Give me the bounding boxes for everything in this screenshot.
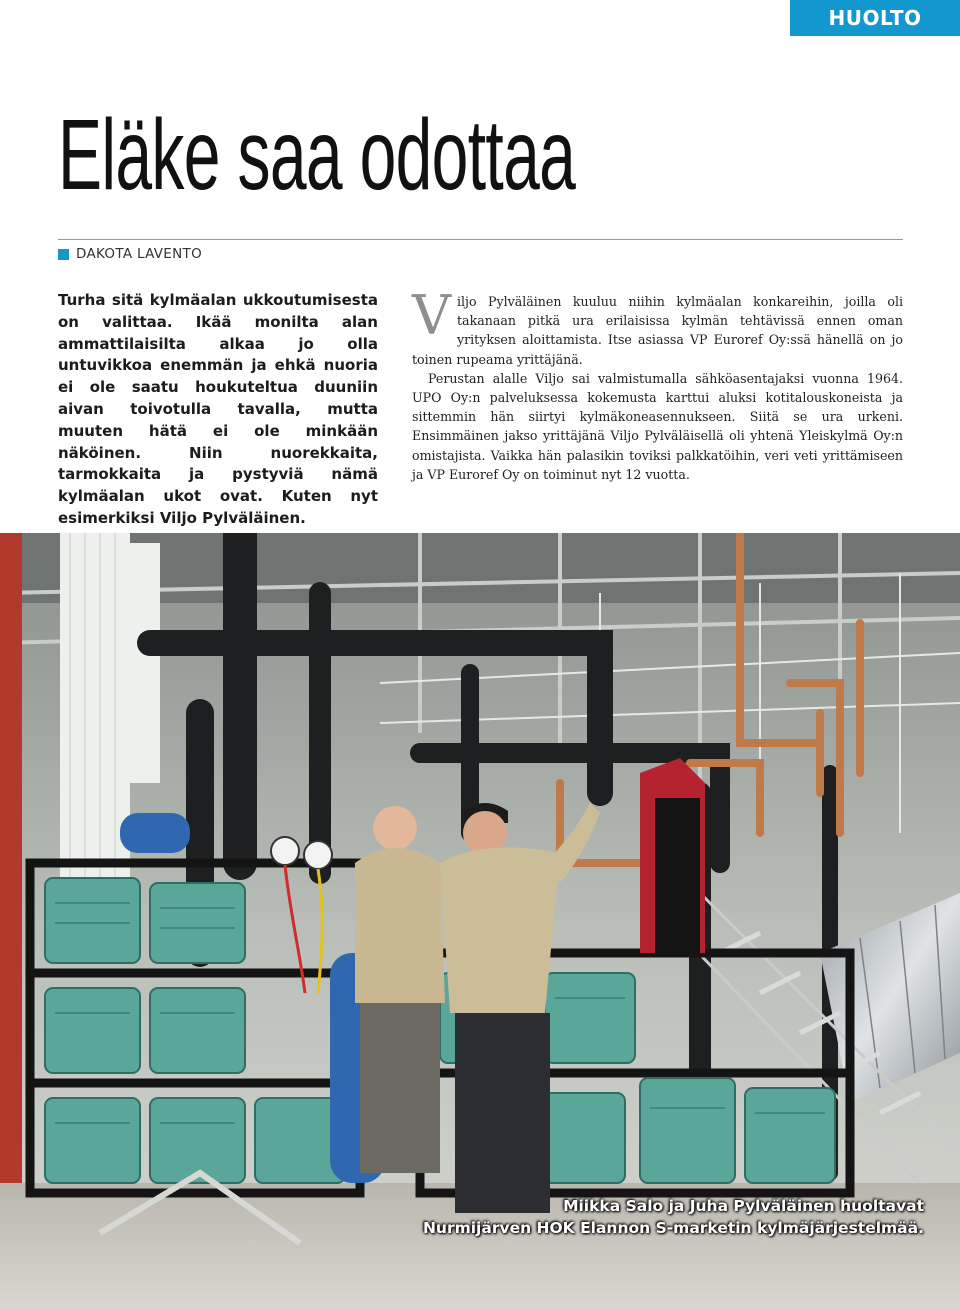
body-paragraph-2: Perustan alalle Viljo sai valmistumalla sähköasentajaksi vuonna 1964. UPO Oy:n palveluksessa kokemusta karttui aluksi kotitalouskoneista ja sittemmin hän siirtyi kylmäkoneasennukseen. Siitä se ura urkeni. Ensimmäinen jakso yrittäjänä Viljo Pylväläisellä oli yhtenä Yleiskylmä Oy:n omistajista. Vaikka hän palasikin toviksi palkkatöihin, veri veti yrittämiseen ja VP Euroref Oy on toiminut nyt 12 vuotta. <box>412 370 903 482</box>
machine-room-illustration <box>0 533 960 1309</box>
body-paragraph-1 <box>412 284 903 369</box>
drop-cap: V <box>412 284 451 347</box>
body-paragraph-1-text: iljo Pylväläinen kuuluu niihin kylmäalan konkareihin, joilla oli takanaan pitkä ura erilaisissa kylmän tehtävissä ennen oman yrityksen aloittamista. Itse asiassa VP Euroref Oy:ssä hänellä on jo toinen rupeama yrittäjänä. <box>412 294 903 367</box>
caption-line-2: Nurmijärven HOK Elannon S-marketin kylmäjärjestelmää. <box>422 1219 924 1237</box>
photo-caption <box>423 1195 924 1239</box>
title-divider <box>58 239 903 240</box>
article-title: Eläke saa odottaa <box>58 99 576 211</box>
section-tab-huolto: HUOLTO <box>790 0 960 36</box>
body-column <box>412 284 903 484</box>
author-name: DAKOTA LAVENTO <box>76 246 202 262</box>
article-photo <box>0 533 960 1309</box>
author-byline <box>58 246 202 262</box>
lead-paragraph: Turha sitä kylmäalan ukkoutumisesta on valittaa. Ikää monilta alan ammattilaisilta alkaa jo olla untuvikkoa enemmän ja ehkä nuoria ei ole saatu houkuteltua duuniin aivan toivotulla tavalla, mutta muuten hätä ei ole minkään näköinen. Niin nuorekkaita, tarmokkaita ja pystyviä nämä kylmäalan ukot ovat. Kuten nyt esimerkiksi Viljo Pylväläinen. <box>58 291 378 527</box>
byline-square-icon <box>58 249 69 260</box>
caption-line-1: Miikka Salo ja Juha Pylväläinen huoltavat <box>563 1197 924 1215</box>
